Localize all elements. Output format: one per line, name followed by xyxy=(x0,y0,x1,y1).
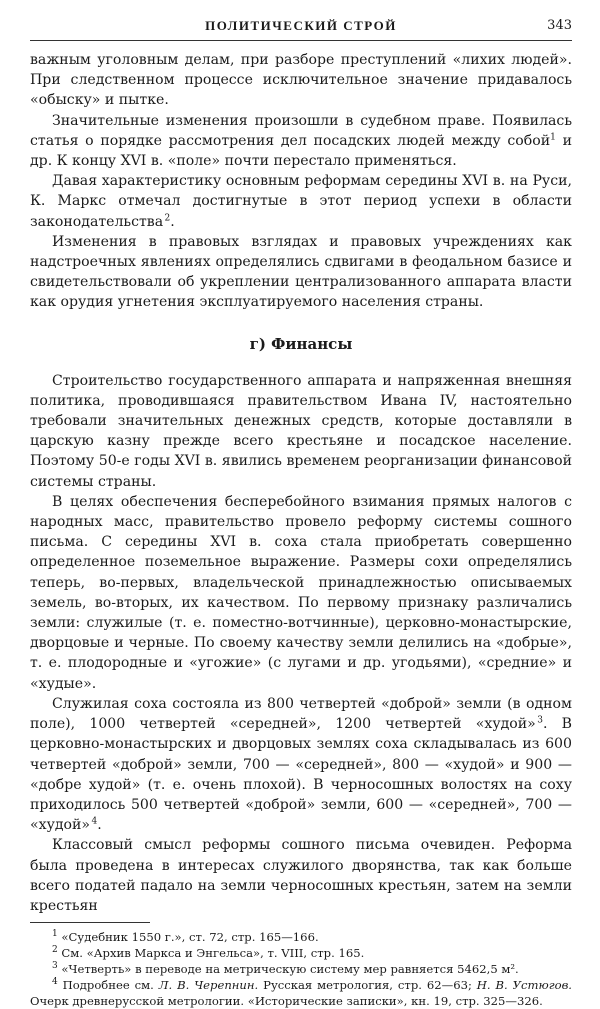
footnote-4-post: Очерк древнерусской метрологии. «Исторические записки», кн. 19, стр. 325—326. xyxy=(30,994,543,1009)
paragraph-7-text-b: . В церковно-монастырских и дворцовых землях соха складывалась из 600 четвертей «доброй» земли, 700 — «середней», 800 — «худой» и 900 — «добре худой» (т. е. очень плохой). В черносошных волостях на соху приходилось 500 четвертей «доброй» земли, 600 — «середней», 700 — «худой» xyxy=(30,716,572,834)
footnote-4-author-1: Л. В. Черепнин. xyxy=(158,978,259,993)
footnote-rule xyxy=(30,922,150,923)
paragraph-5: Строительство государственного аппарата и напряженная внешняя политика, проводившаяся правительством Ивана IV, настоятельно требовали значительных денежных средств, которые доставляли в царскую казну прежде всего крестьяне и посадское население. Поэтому 50-е годы XVI в. явились временем реорганизации финансовой системы страны. xyxy=(30,372,572,490)
page-body xyxy=(30,50,572,1009)
paragraph-2-text-b: и др. К концу XVI в. «поле» почти перестало применяться. xyxy=(30,132,573,170)
paragraph-1: важным уголовным делам, при разборе преступлений «лихих людей». При следственном процессе исключительное значение придавалось «обыску» и пытке. xyxy=(30,52,572,109)
paragraph-7-text-c: . xyxy=(97,817,102,834)
footnote-3-text: «Четверть» в переводе на метрическую систему мер равняется 5462,5 м². xyxy=(61,962,519,977)
paragraph-2 xyxy=(30,111,572,172)
paragraph-6: В целях обеспечения бесперебойного взимания прямых налогов с народных масс, правительство провело реформу системы сошного письма. С середины XVI в. соха стала приобретать совершенно определенное поземельное выражение. Размеры сохи определялись теперь, во-первых, владельческой принадлежностью описываемых земель, во-вторых, их качеством. По первому признаку различались земли: служилые (т. е. поместно-вотчинные), церковно-монастырские, дворцовые и черные. По своему качеству земли делились на «добрые», т. е. плодородные и «угожие» (с лугами и др. угодьями), «средние» и «худые». xyxy=(30,493,572,692)
section-title: г) Финансы xyxy=(249,334,353,353)
paragraph-4: Изменения в правовых взглядах и правовых учреждениях как надстроечных явлениях определялись сдвигами в феодальном базисе и свидетельствовали об укреплении централизованного аппарата власти как орудия угнетения эксплуатируемого населения страны. xyxy=(30,233,572,311)
footnote-3 xyxy=(30,961,572,977)
paragraph-8: Классовый смысл реформы сошного письма очевиден. Реформа была проведена в интересах служилого дворянства, так как больше всего податей падало на земли черносошных крестьян, затем на земли крестьян xyxy=(30,837,572,914)
page-header xyxy=(30,18,572,40)
footnote-ref-4[interactable]: 4 xyxy=(91,816,98,827)
paragraph-3-text-b: . xyxy=(170,213,175,230)
paragraph-7 xyxy=(30,694,572,835)
running-title: ПОЛИТИЧЕСКИЙ СТРОЙ xyxy=(205,18,397,33)
footnote-2-number: 2 xyxy=(52,945,58,956)
footnote-4-author-2: Н. В. Устюгов. xyxy=(476,978,572,993)
footnote-2 xyxy=(30,945,572,961)
paragraph-7-text-a: Служилая соха состояла из 800 четвертей «доброй» земли (в одном поле), 1000 четвертей «середней», 1200 четвертей «худой» xyxy=(30,695,572,733)
footnote-2-text: См. «Архив Маркса и Энгельса», т. VIII, стр. 165. xyxy=(61,946,365,961)
footnote-ref-2[interactable]: 2 xyxy=(164,212,171,223)
page-number: 343 xyxy=(547,18,572,33)
footnote-4 xyxy=(30,977,572,1009)
footnote-1 xyxy=(30,929,572,945)
footnote-3-number: 3 xyxy=(52,961,58,972)
footnote-1-number: 1 xyxy=(52,929,58,940)
paragraph-2-text-a: Значительные изменения произошли в судебном праве. Появилась статья о порядке рассмотрения дел посадских людей между собой xyxy=(30,112,572,149)
footnote-4-mid: Русская метрология, стр. 62—63; xyxy=(258,978,477,993)
footnote-ref-3[interactable]: 3 xyxy=(537,715,543,726)
header-rule xyxy=(30,40,572,41)
footnote-4-pre: Подробнее см. xyxy=(62,978,159,993)
footnote-4-number: 4 xyxy=(52,977,58,988)
footnote-ref-1[interactable]: 1 xyxy=(550,132,556,143)
paragraph-3 xyxy=(30,171,572,232)
footnote-1-text: «Судебник 1550 г.», ст. 72, стр. 165—166. xyxy=(61,930,319,945)
paragraph-3-text-a: Давая характеристику основным реформам середины XVI в. на Руси, К. Маркс отмечал достигнутые в этот период успехи в области законодательства xyxy=(30,173,572,230)
